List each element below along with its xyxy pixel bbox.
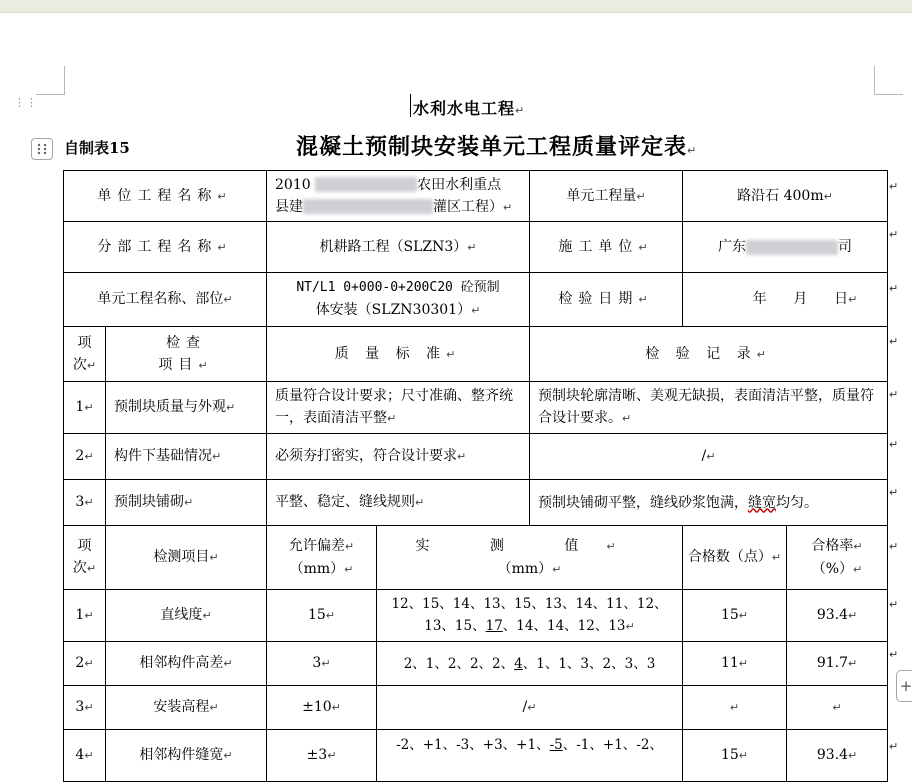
measure-item-pass-count[interactable]: 11↵: [683, 642, 787, 686]
check-item-name[interactable]: 构件下基础情况↵: [106, 434, 267, 480]
measure-item-tolerance[interactable]: ±3↵: [267, 730, 377, 782]
measure-item-pass-rate[interactable]: 93.4↵: [787, 730, 888, 782]
measure-row: [64, 590, 888, 642]
measure-item-tolerance[interactable]: 15↵: [267, 590, 377, 642]
label-unit-quantity[interactable]: 单元工程量↵: [530, 171, 683, 222]
value-construction-unit[interactable]: 广东 司: [683, 222, 888, 273]
row-end-mark: ↵: [889, 438, 899, 451]
redacted-text: [746, 240, 838, 255]
measure-header-pass-count: 合格数（点）↵: [683, 526, 787, 590]
label-unit-project[interactable]: 单位工程名称↵: [64, 171, 267, 222]
measure-header-item-no: 项 次↵: [64, 526, 106, 590]
header-quality-standard: 质 量 标 准↵: [267, 327, 530, 382]
row-end-mark: ↵: [889, 228, 899, 241]
measure-item-no[interactable]: 2↵: [64, 642, 106, 686]
main-title[interactable]: 混凝土预制块安装单元工程质量评定表↵: [296, 134, 698, 160]
header-inspection-record: 检 验 记 录↵: [530, 327, 888, 382]
measure-header-row: [64, 526, 888, 590]
measure-item-pass-rate[interactable]: ↵: [787, 686, 888, 730]
info-row-unit-project: [64, 171, 888, 222]
redacted-text: [315, 177, 417, 192]
measure-item-name[interactable]: 相邻构件缝宽↵: [106, 730, 267, 782]
check-item-standard[interactable]: 质量符合设计要求；尺寸准确、整齐统一，表面清洁平整↵: [267, 382, 530, 434]
measure-row: [64, 686, 888, 730]
measure-item-pass-count[interactable]: 15↵: [683, 730, 787, 782]
row-end-mark: ↵: [889, 648, 899, 661]
label-sub-project[interactable]: 分部工程名称↵: [64, 222, 267, 273]
value-inspection-date[interactable]: 年 月 日↵: [683, 273, 888, 327]
row-end-mark: ↵: [889, 486, 899, 499]
measure-item-pass-count[interactable]: 15↵: [683, 590, 787, 642]
value-unit-name[interactable]: NT/L1 0+000-0+200C20 砼预制 体安装（SLZN30301）↵: [267, 273, 530, 327]
label-construction-unit[interactable]: 施工单位↵: [530, 222, 683, 273]
check-item-record[interactable]: /↵: [530, 434, 888, 480]
measure-item-values[interactable]: /↵: [377, 686, 683, 730]
table-move-handle-icon[interactable]: [31, 138, 53, 160]
check-item-no[interactable]: 2↵: [64, 434, 106, 480]
measure-item-no[interactable]: 1↵: [64, 590, 106, 642]
check-header-row: [64, 327, 888, 382]
measure-item-tolerance[interactable]: 3↵: [267, 642, 377, 686]
value-unit-quantity[interactable]: 路沿石 400m↵: [683, 171, 888, 222]
text-cursor: [410, 94, 411, 117]
header-item-no: 项 次↵: [64, 327, 106, 382]
evaluation-table: [63, 170, 888, 782]
measure-item-pass-rate[interactable]: 91.7↵: [787, 642, 888, 686]
row-end-mark: ↵: [889, 335, 899, 348]
row-end-mark: ↵: [889, 180, 899, 193]
measure-item-tolerance[interactable]: ±10↵: [267, 686, 377, 730]
value-unit-project[interactable]: 2010 农田水利重点 县建 灌区工程）↵: [267, 171, 530, 222]
row-end-mark: ↵: [889, 740, 899, 753]
spell-check-mark[interactable]: 缝宽: [748, 494, 776, 511]
page-corner-mark-left: [36, 66, 65, 95]
measure-row: [64, 730, 888, 782]
info-row-sub-project: [64, 222, 888, 273]
measure-item-no[interactable]: 3↵: [64, 686, 106, 730]
label-inspection-date[interactable]: 检验日期↵: [530, 273, 683, 327]
row-end-mark: ↵: [889, 282, 899, 295]
check-item-no[interactable]: 1↵: [64, 382, 106, 434]
check-item-record[interactable]: 预制块轮廓清晰、美观无缺损，表面清洁平整，质量符合设计要求。↵: [530, 382, 888, 434]
measure-item-no[interactable]: 4↵: [64, 730, 106, 782]
check-item-name[interactable]: 预制块质量与外观↵: [106, 382, 267, 434]
row-end-mark: ↵: [889, 598, 899, 611]
redacted-text: [303, 199, 433, 214]
measure-header-measured: 实 测 值↵ （mm）↵: [377, 526, 683, 590]
measure-header-pass-rate: 合格率↵ （%）↵: [787, 526, 888, 590]
check-item-record[interactable]: 预制块铺砌平整，缝线砂浆饱满，缝宽均匀。: [530, 480, 888, 526]
measure-item-name[interactable]: 直线度↵: [106, 590, 267, 642]
measure-item-values[interactable]: 12、15、14、13、15、13、14、11、12、 13、15、17、14、14、12、13↵: [377, 590, 683, 642]
measure-item-pass-rate[interactable]: 93.4↵: [787, 590, 888, 642]
measure-item-values[interactable]: -2、+1、-3、+3、+1、-5、-1、+1、-2、: [377, 730, 683, 782]
check-item-no[interactable]: 3↵: [64, 480, 106, 526]
row-end-mark: ↵: [889, 388, 899, 401]
measure-item-pass-count[interactable]: ↵: [683, 686, 787, 730]
info-row-unit-name: [64, 273, 888, 327]
header-check-item: 检查 项目↵: [106, 327, 267, 382]
measure-header-item: 检测项目↵: [106, 526, 267, 590]
measure-item-name[interactable]: 相邻构件高差↵: [106, 642, 267, 686]
measure-item-name[interactable]: 安装高程↵: [106, 686, 267, 730]
paragraph-drag-handle-icon[interactable]: ⋮⋮: [14, 96, 38, 109]
row-end-mark: ↵: [889, 540, 899, 553]
page-corner-mark-right: [874, 66, 903, 95]
check-item-name[interactable]: 预制块铺砌↵: [106, 480, 267, 526]
form-number[interactable]: 自制表15: [64, 139, 130, 157]
check-item-standard[interactable]: 必须夯打密实，符合设计要求↵: [267, 434, 530, 480]
value-sub-project[interactable]: 机耕路工程（SLZN3）↵: [267, 222, 530, 273]
check-row: [64, 480, 888, 526]
label-unit-name[interactable]: 单元工程名称、部位↵: [64, 273, 267, 327]
check-row: [64, 382, 888, 434]
document-header-title[interactable]: 水利水电工程↵: [413, 99, 526, 118]
measure-header-tolerance: 允许偏差↵ （mm）↵: [267, 526, 377, 590]
check-row: [64, 434, 888, 480]
add-column-plus-icon[interactable]: +: [896, 670, 912, 702]
measure-item-values[interactable]: 2、1、2、2、2、4、1、1、3、2、3、3: [377, 642, 683, 686]
check-item-standard[interactable]: 平整、稳定、缝线规则↵: [267, 480, 530, 526]
window-top-bar: [0, 0, 912, 13]
measure-row: [64, 642, 888, 686]
